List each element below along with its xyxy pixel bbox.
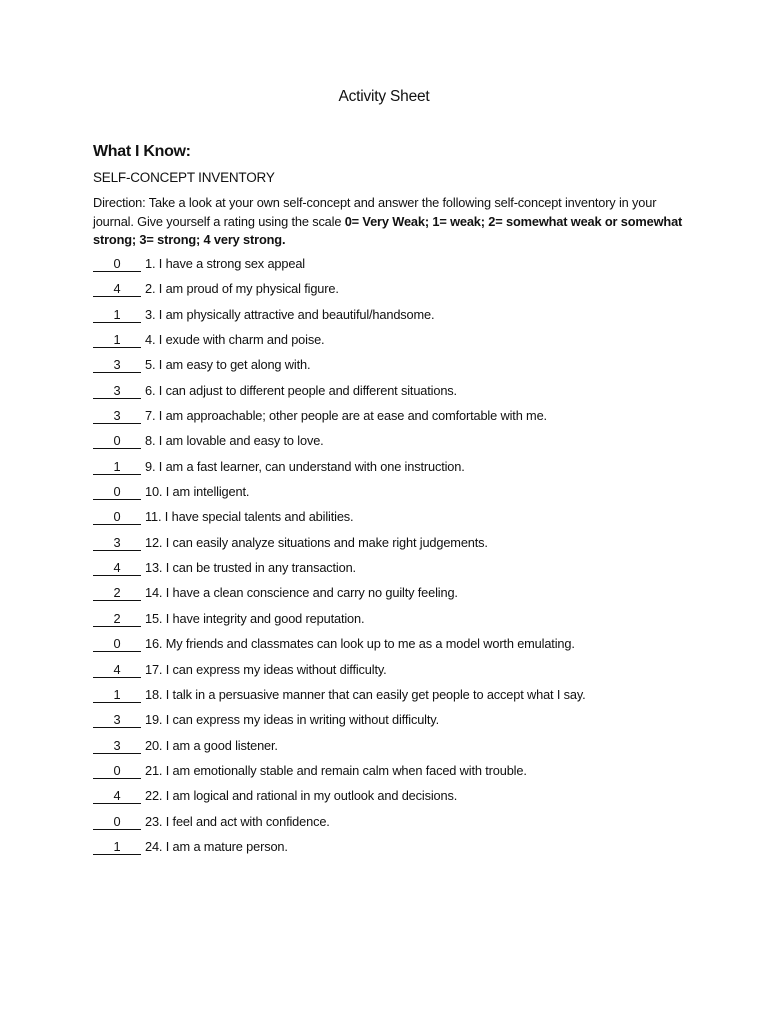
inventory-item (93, 281, 693, 306)
inventory-item (93, 307, 693, 332)
rating-blank: 0 (93, 484, 141, 500)
item-statement: 14. I have a clean conscience and carry no guilty feeling. (145, 585, 458, 601)
item-statement: 21. I am emotionally stable and remain calm when faced with trouble. (145, 762, 527, 778)
rating-blank: 3 (93, 408, 141, 424)
item-statement: 9. I am a fast learner, can understand with one instruction. (145, 458, 465, 474)
direction-paragraph (93, 194, 683, 250)
inventory-item (93, 560, 693, 585)
rating-blank: 4 (93, 560, 141, 576)
item-statement: 19. I can express my ideas in writing without difficulty. (145, 712, 439, 728)
rating-blank: 3 (93, 738, 141, 754)
inventory-item (93, 535, 693, 560)
inventory-item (93, 459, 693, 484)
rating-blank: 0 (93, 256, 141, 272)
inventory-list (93, 256, 693, 864)
item-statement: 20. I am a good listener. (145, 737, 278, 753)
rating-blank: 4 (93, 662, 141, 678)
rating-blank: 3 (93, 357, 141, 373)
item-statement: 12. I can easily analyze situations and make right judgements. (145, 534, 488, 550)
inventory-item (93, 357, 693, 382)
item-statement: 17. I can express my ideas without difficulty. (145, 661, 387, 677)
rating-blank: 2 (93, 585, 141, 601)
rating-blank: 1 (93, 307, 141, 323)
inventory-item (93, 256, 693, 281)
direction-text: Direction: Take a look at your own self-concept and answer the following self-concept inventory in your journal. Give yourself a rating using the scale (93, 195, 657, 229)
item-statement: 22. I am logical and rational in my outlook and decisions. (145, 788, 458, 804)
inventory-item (93, 611, 693, 636)
item-statement: 1. I have a strong sex appeal (145, 256, 305, 271)
item-statement: 6. I can adjust to different people and different situations. (145, 382, 457, 398)
rating-blank: 3 (93, 535, 141, 551)
inventory-item (93, 636, 693, 661)
inventory-item (93, 738, 693, 763)
page-title: Activity Sheet (338, 88, 430, 105)
inventory-item (93, 332, 693, 357)
inventory-item (93, 484, 693, 509)
inventory-item (93, 839, 693, 864)
item-statement: 3. I am physically attractive and beautiful/handsome. (145, 306, 435, 322)
item-statement: 8. I am lovable and easy to love. (145, 433, 324, 449)
rating-blank: 4 (93, 281, 141, 297)
inventory-item (93, 585, 693, 610)
inventory-item (93, 687, 693, 712)
rating-blank: 0 (93, 509, 141, 525)
inventory-item (93, 788, 693, 813)
inventory-item (93, 433, 693, 458)
inventory-item (93, 383, 693, 408)
item-statement: 5. I am easy to get along with. (145, 357, 311, 373)
item-statement: 2. I am proud of my physical figure. (145, 281, 339, 297)
direction-scale: 0= Very Weak; 1= weak; 2= somewhat weak or somewhat strong; 3= strong; 4 very strong. (93, 213, 683, 247)
inventory-item (93, 662, 693, 687)
item-statement: 15. I have integrity and good reputation. (145, 610, 365, 626)
item-statement: 16. My friends and classmates can look up to me as a model worth emulating. (145, 636, 575, 652)
rating-blank: 1 (93, 332, 141, 348)
rating-blank: 0 (93, 763, 141, 779)
rating-blank: 1 (93, 839, 141, 855)
item-statement: 13. I can be trusted in any transaction. (145, 560, 356, 576)
rating-blank: 3 (93, 383, 141, 399)
item-statement: 7. I am approachable; other people are at ease and comfortable with me. (145, 408, 547, 424)
rating-blank: 1 (93, 459, 141, 475)
rating-blank: 2 (93, 611, 141, 627)
inventory-item (93, 814, 693, 839)
inventory-item (93, 408, 693, 433)
item-statement: 23. I feel and act with confidence. (145, 813, 330, 829)
rating-blank: 3 (93, 712, 141, 728)
rating-blank: 4 (93, 788, 141, 804)
inventory-heading: SELF-CONCEPT INVENTORY (93, 170, 275, 185)
item-statement: 18. I talk in a persuasive manner that can easily get people to accept what I say. (145, 686, 586, 702)
inventory-item (93, 712, 693, 737)
item-statement: 11. I have special talents and abilities. (145, 509, 354, 525)
rating-blank: 1 (93, 687, 141, 703)
inventory-item (93, 763, 693, 788)
rating-blank: 0 (93, 433, 141, 449)
item-statement: 10. I am intelligent. (145, 484, 250, 500)
inventory-item (93, 509, 693, 534)
rating-blank: 0 (93, 814, 141, 830)
item-statement: 24. I am a mature person. (145, 838, 288, 854)
section-heading: What I Know: (93, 143, 191, 160)
item-statement: 4. I exude with charm and poise. (145, 332, 325, 348)
rating-blank: 0 (93, 636, 141, 652)
